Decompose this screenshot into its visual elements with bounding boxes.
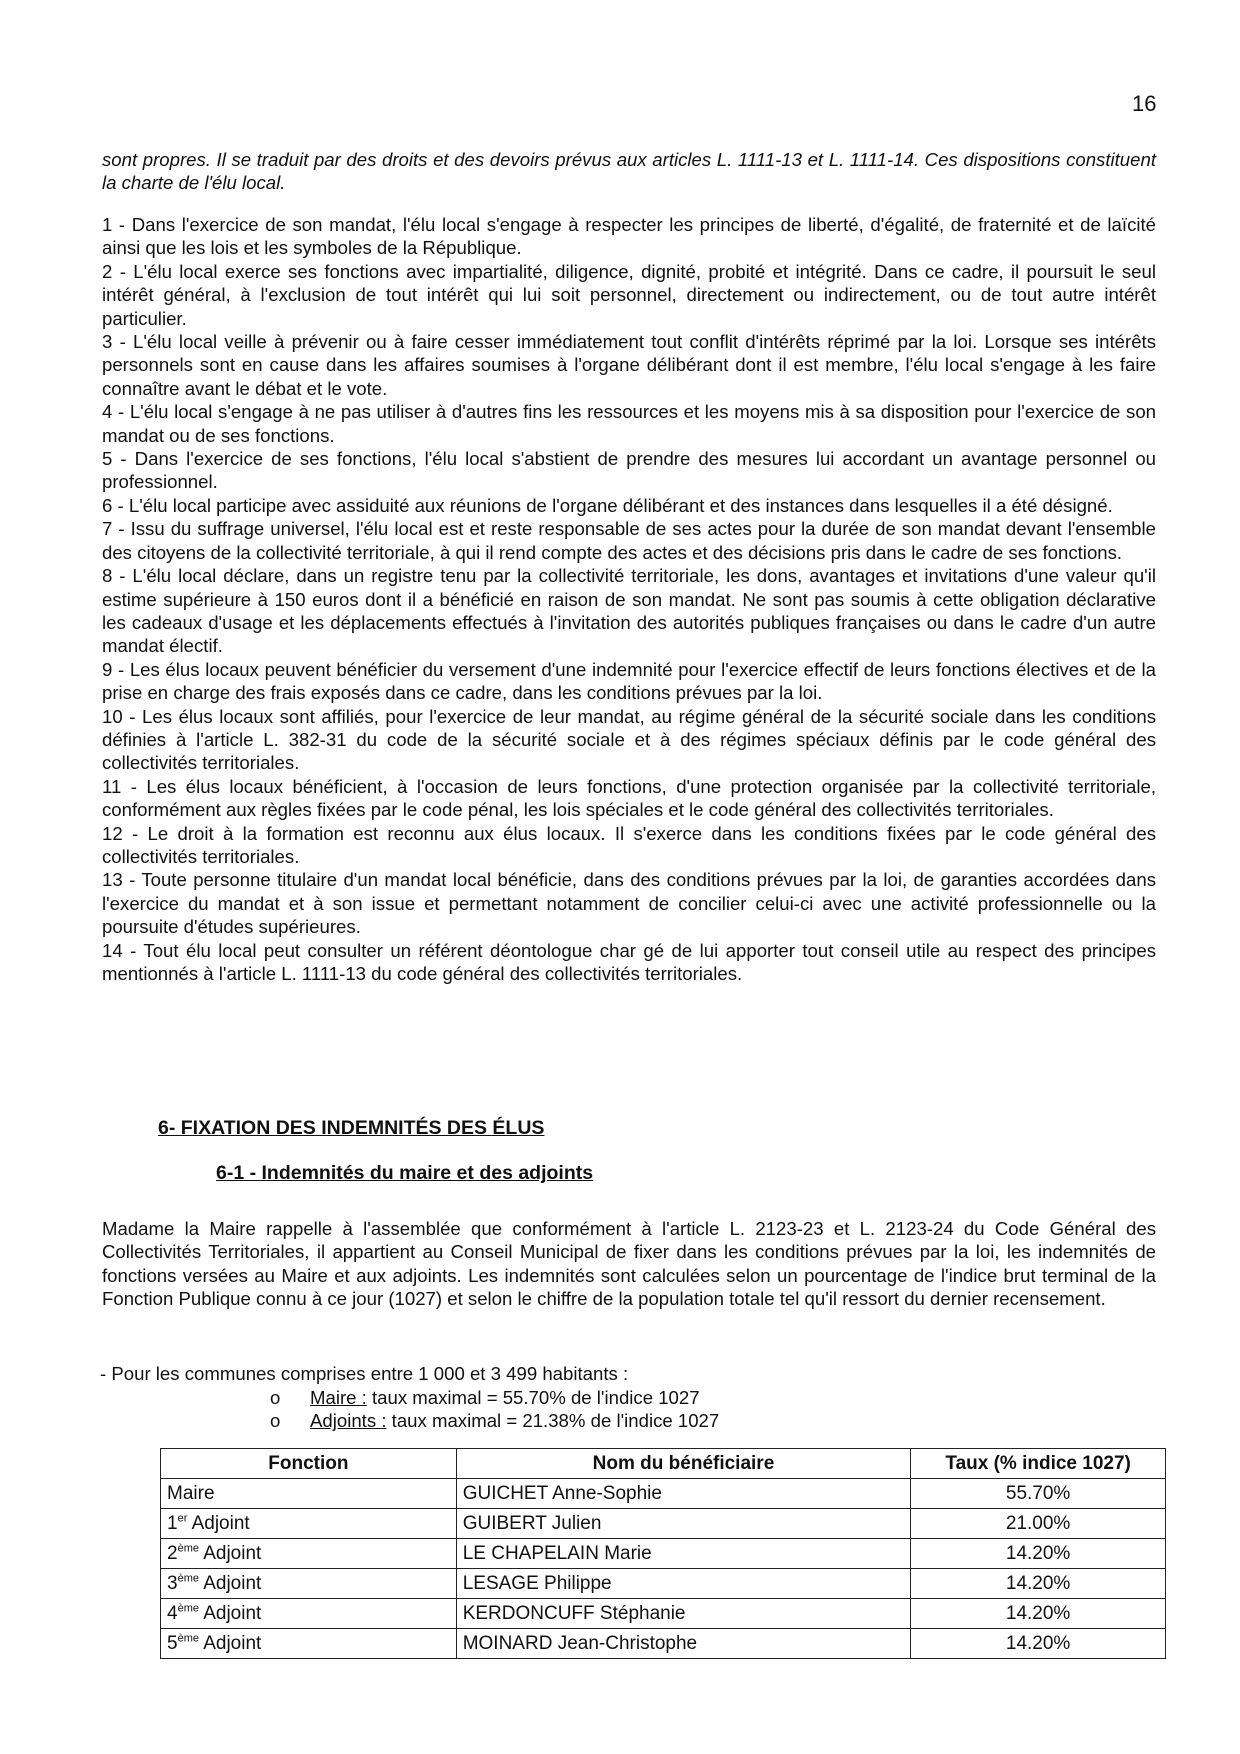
cell-nom: KERDONCUFF Stéphanie	[456, 1599, 911, 1629]
header-taux: Taux (% indice 1027)	[911, 1449, 1166, 1479]
list-item	[270, 1386, 719, 1409]
article-paragraph: 7 - Issu du suffrage universel, l'élu local est et reste responsable de ses actes pour la durée de son mandat devant l'ensemble des citoyens de la collectivité territoriale, à qui il rend compte des actes et des décisions pris dans le cadre de ses fonctions.	[102, 518, 1156, 563]
article-paragraph: 4 - L'élu local s'engage à ne pas utiliser à d'autres fins les ressources et les moyens mis à sa disposition pour l'exercice de son mandat ou de ses fonctions.	[102, 401, 1156, 446]
article-paragraph: 12 - Le droit à la formation est reconnu aux élus locaux. Il s'exerce dans les conditions fixées par le code général des collectivités territoriales.	[102, 822, 1156, 867]
cell-fonction: 2ème Adjoint	[161, 1539, 457, 1569]
cell-nom: LESAGE Philippe	[456, 1569, 911, 1599]
body-paragraph: Madame la Maire rappelle à l'assemblée que conformément à l'article L. 2123-23 et L. 2123-24 du Code Général des Collectivités Territoriales, il appartient au Conseil Municipal de fixer dans les conditions prévues par la loi, les indemnités de fonctions versées au Maire et aux adjoints. Les indemnités sont calculées selon un pourcentage de l'indice brut terminal de la Fonction Publique connu à ce jour (1027) et selon le chiffre de la population totale tel qu'il ressort du dernier recensement.	[102, 1218, 1156, 1310]
article-paragraph: 14 - Tout élu local peut consulter un référent déontologue char gé de lui apporter tout conseil utile au respect des principes mentionnés à l'article L. 1111-13 du code général des collectivités territoriales.	[102, 939, 1156, 984]
header-fonction: Fonction	[161, 1449, 457, 1479]
cell-nom: LE CHAPELAIN Marie	[456, 1539, 911, 1569]
table-row	[161, 1629, 1166, 1659]
bullet-label: Maire :	[310, 1387, 367, 1408]
article-paragraph: 11 - Les élus locaux bénéficient, à l'occasion de leurs fonctions, d'une protection organisée par la collectivité territoriale, conformément aux règles fixées par le code pénal, les lois spéciales et le code général des collectivités territoriales.	[102, 775, 1156, 821]
intro-paragraph: sont propres. Il se traduit par des droits et des devoirs prévus aux articles L. 1111-13 et L. 1111-14. Ces dispositions constituent la charte de l'élu local.	[102, 149, 1156, 194]
article-paragraph: 1 - Dans l'exercice de son mandat, l'élu local s'engage à respecter les principes de liberté, d'égalité, de fraternité et de laïcité ainsi que les lois et les symboles de la République.	[102, 214, 1156, 259]
indemnities-table	[160, 1448, 1166, 1659]
cell-fonction: 4ème Adjoint	[161, 1599, 457, 1629]
bullet-icon: o	[270, 1410, 281, 1432]
cell-fonction: 1er Adjoint	[161, 1509, 457, 1539]
charter-intro	[102, 148, 1156, 195]
table-row	[161, 1539, 1166, 1569]
cell-fonction: 5ème Adjoint	[161, 1629, 457, 1659]
cell-taux: 14.20%	[911, 1539, 1166, 1569]
bullet-label: Adjoints :	[310, 1410, 387, 1432]
cell-taux: 14.20%	[911, 1569, 1166, 1599]
cell-nom: GUICHET Anne-Sophie	[456, 1479, 911, 1509]
table-row	[161, 1479, 1166, 1509]
bullet-text: taux maximal = 21.38% de l'indice 1027	[386, 1410, 720, 1432]
article-paragraph: 5 - Dans l'exercice de ses fonctions, l'élu local s'abstient de prendre des mesures lui accordant un avantage personnel ou professionnel.	[102, 448, 1156, 493]
article-paragraph: 8 - L'élu local déclare, dans un registre tenu par la collectivité territoriale, les dons, avantages et invitations d'une valeur qu'il estime supérieure à 150 euros dont il a bénéficié en raison de son mandat. Ne sont pas soumis à cette obligation déclarative les cadeaux d'usage et les déplacements effectués à l'invitation des autorités publiques françaises ou dans le cadre d'un autre mandat électif.	[102, 565, 1156, 657]
bullet-icon: o	[270, 1387, 281, 1408]
table-row	[161, 1599, 1166, 1629]
article-paragraph: 13 - Toute personne titulaire d'un mandat local bénéficie, dans des conditions prévues par la loi, de garanties accordées dans l'exercice du mandat et à son issue et permettant notamment de concilier celui-ci avec une activité professionnelle ou la poursuite d'études supérieures.	[102, 869, 1156, 938]
list-item	[270, 1409, 719, 1432]
article-paragraph: 3 - L'élu local veille à prévenir ou à faire cesser immédiatement tout conflit d'intérêts réprimé par la loi. Lorsque ses intérêts personnels sont en cause dans les affaires soumises à l'organe délibérant dont il est membre, l'élu local s'engage à les faire connaître avant le débat et le vote.	[102, 331, 1156, 399]
page-number: 16	[1132, 91, 1157, 116]
cell-taux: 14.20%	[911, 1629, 1166, 1659]
bullet-text: taux maximal = 55.70% de l'indice 1027	[366, 1387, 700, 1408]
table-header-row	[161, 1449, 1166, 1479]
article-paragraph: 9 - Les élus locaux peuvent bénéficier du versement d'une indemnité pour l'exercice effectif de leurs fonctions électives et de la prise en charge des frais exposés dans ce cadre, dans les conditions prévues par la loi.	[102, 658, 1156, 704]
cell-fonction: 3ème Adjoint	[161, 1569, 457, 1599]
communes-line: - Pour les communes comprises entre 1 000 et 3 499 habitants :	[100, 1363, 629, 1384]
cell-fonction: Maire	[161, 1479, 457, 1509]
charter-articles	[102, 213, 1156, 985]
cell-taux: 21.00%	[911, 1509, 1166, 1539]
cell-nom: MOINARD Jean-Christophe	[456, 1629, 911, 1659]
article-paragraph: 6 - L'élu local participe avec assiduité aux réunions de l'organe délibérant et des instances dans lesquelles il a été désigné.	[102, 494, 1113, 516]
table-row	[161, 1569, 1166, 1599]
article-paragraph: 2 - L'élu local exerce ses fonctions avec impartialité, diligence, dignité, probité et intégrité. Dans ce cadre, il poursuit le seul intérêt général, à l'exclusion de tout intérêt qui lui soit personnel, directement ou indirectement, ou de tout autre intérêt particulier.	[102, 260, 1156, 329]
cell-taux: 55.70%	[911, 1479, 1166, 1509]
rate-list	[270, 1386, 719, 1433]
article-paragraph: 10 - Les élus locaux sont affiliés, pour l'exercice de leur mandat, au régime général de la sécurité sociale dans les conditions définies à l'article L. 382-31 du code de la sécurité sociale et à des régimes spéciaux définis par le code général des collectivités territoriales.	[102, 705, 1156, 774]
indemnities-paragraph	[102, 1217, 1156, 1311]
cell-nom: GUIBERT Julien	[456, 1509, 911, 1539]
table-row	[161, 1509, 1166, 1539]
header-nom: Nom du bénéficiaire	[456, 1449, 911, 1479]
cell-taux: 14.20%	[911, 1599, 1166, 1629]
subsection-title: 6-1 - Indemnités du maire et des adjoints	[216, 1162, 594, 1184]
section-title: 6- FIXATION DES INDEMNITÉS DES ÉLUS	[158, 1117, 545, 1139]
